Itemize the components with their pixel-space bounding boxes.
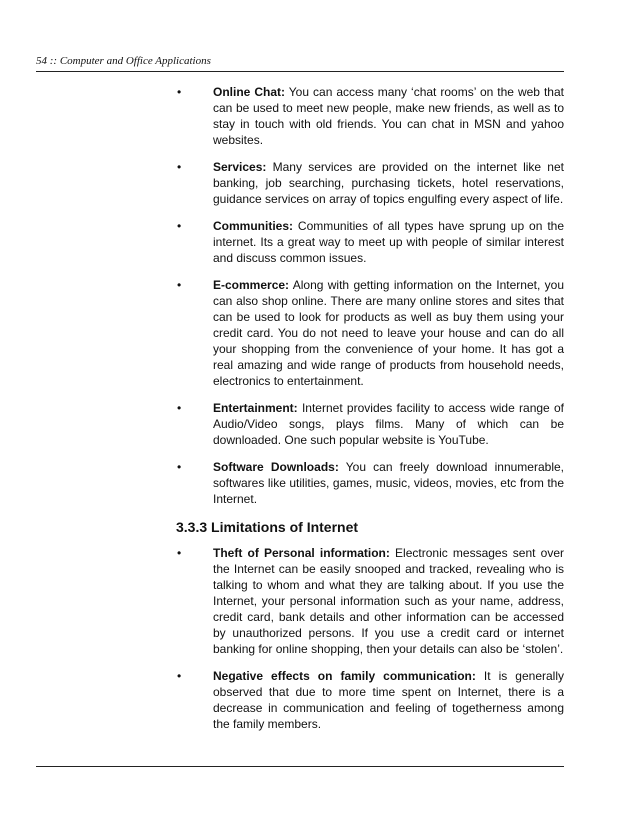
item-term: Negative effects on family communication:: [213, 669, 476, 683]
bullet-icon: •: [177, 669, 182, 683]
item-text: Electronic messages sent over the Internet can be easily snooped and tracked, revealing who is talking to whom and what they are talking about. If you use the Internet, your personal information such as your name, address, credit card, bank details and other information can be accessed by unauthorized persons. If you use a credit card or internet banking for online shopping, then your details can also be ‘stolen’.: [213, 546, 564, 656]
list-item-online-chat: [176, 84, 564, 148]
bullet-icon: •: [177, 546, 182, 560]
list-item-entertainment: [176, 400, 564, 448]
section-heading: 3.3.3 Limitations of Internet: [176, 519, 359, 535]
bullet-icon: •: [177, 85, 182, 99]
item-term: Entertainment:: [213, 401, 298, 415]
bullet-icon: •: [177, 219, 182, 233]
item-term: Services:: [213, 160, 267, 174]
footer-rule: [36, 766, 564, 767]
bullet-icon: •: [177, 278, 182, 292]
item-term: Online Chat:: [213, 85, 285, 99]
item-text: You can access many ‘chat rooms’ on the web that can be used to meet new people, make new friends, as well as to stay in touch with old friends. You can chat in MSN and yahoo websites.: [213, 85, 564, 147]
item-text: It is generally observed that due to more time spent on Internet, there is a decrease in communication and feeling of togetherness among the family members.: [213, 669, 564, 731]
running-header: 54 :: Computer and Office Applications: [36, 55, 211, 67]
limitations-list: [176, 545, 564, 732]
list-item-theft-of-personal-information: [176, 545, 564, 657]
list-item-negative-effects-family: [176, 668, 564, 732]
item-term: Communities:: [213, 219, 294, 233]
list-item-software-downloads: [176, 459, 564, 507]
list-item-services: [176, 159, 564, 207]
item-text: Internet provides facility to access wide range of Audio/Video songs, plays films. Many of which can be downloaded. One such popular website is YouTube.: [213, 401, 564, 447]
internet-uses-list: [176, 84, 564, 507]
item-text: Communities of all types have sprung up on the internet. Its a great way to meet up with people of similar interest and discuss common issues.: [213, 219, 564, 265]
item-term: E-commerce:: [213, 278, 290, 292]
bullet-icon: •: [177, 401, 182, 415]
bullet-icon: •: [177, 160, 182, 174]
item-term: Software Downloads:: [213, 460, 339, 474]
page-content: [176, 84, 564, 743]
item-term: Theft of Personal information:: [213, 546, 390, 560]
header-rule: [36, 71, 564, 72]
list-item-communities: [176, 218, 564, 266]
bullet-icon: •: [177, 460, 182, 474]
item-text: Along with getting information on the Internet, you can also shop online. There are many online stores and sites that can be used to look for products as well as buy them using your credit card. You do not need to leave your house and can do all your shopping from the convenience of your home. It has got a real amazing and wide range of products from household needs, electronics to entertainment.: [213, 278, 564, 388]
item-text: You can freely download innumerable, softwares like utilities, games, music, videos, movies, etc from the Internet.: [213, 460, 564, 506]
item-text: Many services are provided on the internet like net banking, job searching, purchasing tickets, hotel reservations, guidance services on array of topics engulfing every aspect of life.: [213, 160, 564, 206]
list-item-e-commerce: [176, 277, 564, 389]
